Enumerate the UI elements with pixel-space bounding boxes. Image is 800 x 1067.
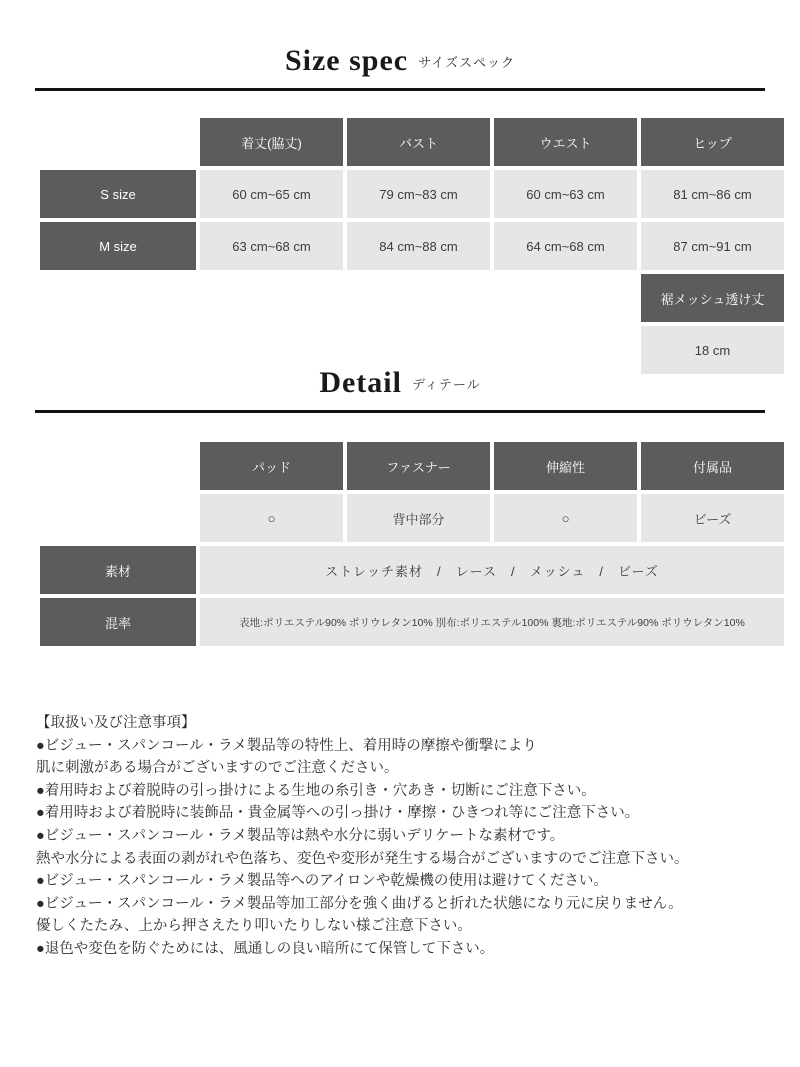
cell-s-waist: 60 cm~63 cm [494, 170, 637, 218]
column-header-accessory: 付属品 [641, 442, 784, 490]
spacer-cell [200, 274, 343, 322]
cell-m-hip: 87 cm~91 cm [641, 222, 784, 270]
cell-material-value: ストレッチ素材 / レース / メッシュ / ビーズ [200, 546, 784, 594]
detail-divider [35, 410, 765, 413]
table-row [40, 274, 784, 322]
cell-accessory-value: ビーズ [641, 494, 784, 542]
note-line: 肌に刺激がある場合がございますのでご注意ください。 [36, 760, 399, 777]
table-row [40, 170, 784, 218]
size-spec-heading [0, 44, 800, 91]
note-line: ●ビジュー・スパンコール・ラメ製品等加工部分を強く曲げると折れた状態になり元に戻りません。 [36, 895, 683, 912]
column-header-pad: パッド [200, 442, 343, 490]
care-notes [36, 712, 776, 961]
detail-title-ja: ディテール [411, 376, 481, 392]
note-line: ●着用時および着脱時に装飾品・貴金属等への引っ掛け・摩擦・ひきつれ等にご注意下さい。 [36, 805, 640, 822]
table-row [40, 442, 784, 490]
cell-m-waist: 64 cm~68 cm [494, 222, 637, 270]
table-row [40, 118, 784, 166]
cell-blend-value: 表地:ポリエステル90% ポリウレタン10% 別布:ポリエステル100% 裏地:ポリエステル90% ポリウレタン10% [200, 598, 784, 646]
cell-mesh-sheer-length: 18 cm [641, 326, 784, 374]
empty-corner-cell [40, 118, 196, 166]
cell-m-length: 63 cm~68 cm [200, 222, 343, 270]
cell-m-bust: 84 cm~88 cm [347, 222, 490, 270]
empty-corner-cell [40, 442, 196, 490]
note-line: ●ビジュー・スパンコール・ラメ製品等へのアイロンや乾燥機の使用は避けてください。 [36, 873, 608, 890]
note-line: 優しくたたみ、上から押さえたり叩いたりしない様ご注意下さい。 [36, 918, 472, 935]
table-row [40, 546, 784, 594]
detail-table [36, 438, 788, 650]
note-line: ●退色や変色を防ぐためには、風通しの良い暗所にて保管して下さい。 [36, 941, 495, 958]
note-line: ●ビジュー・スパンコール・ラメ製品等は熱や水分に弱いデリケートな素材です。 [36, 828, 565, 845]
column-header-length: 着丈(脇丈) [200, 118, 343, 166]
cell-s-length: 60 cm~65 cm [200, 170, 343, 218]
spacer-cell [347, 274, 490, 322]
table-row [40, 598, 784, 646]
note-line: 【取扱い及び注意事項】 [36, 715, 196, 731]
detail-title-en: Detail [319, 366, 402, 399]
cell-stretch-value: ○ [494, 494, 637, 542]
cell-pad-value: ○ [200, 494, 343, 542]
column-header-stretch: 伸縮性 [494, 442, 637, 490]
detail-title-line [319, 366, 480, 400]
detail-heading [0, 366, 800, 413]
column-header-mesh-sheer-length: 裾メッシュ透け丈 [641, 274, 784, 322]
spacer-cell [494, 274, 637, 322]
cell-s-hip: 81 cm~86 cm [641, 170, 784, 218]
size-spec-table [36, 114, 788, 378]
size-spec-title-line [285, 44, 515, 78]
size-spec-divider [35, 88, 765, 91]
size-spec-title-ja: サイズスペック [418, 54, 516, 70]
spacer-cell [40, 274, 196, 322]
note-line: ●ビジュー・スパンコール・ラメ製品等の特性上、着用時の摩擦や衝撃により [36, 737, 537, 754]
cell-s-bust: 79 cm~83 cm [347, 170, 490, 218]
table-row [40, 494, 784, 542]
column-header-bust: バスト [347, 118, 490, 166]
note-line: 熱や水分による表面の剥がれや色落ち、変色や変形が発生する場合がございますのでご注意下さい。 [36, 850, 689, 867]
row-header-s-size: S size [40, 170, 196, 218]
size-spec-title-en: Size spec [284, 44, 409, 77]
column-header-hip: ヒップ [641, 118, 784, 166]
column-header-waist: ウエスト [494, 118, 637, 166]
row-header-m-size: M size [40, 222, 196, 270]
note-line: ●着用時および着脱時の引っ掛けによる生地の糸引き・穴あき・切断にご注意下さい。 [36, 782, 596, 799]
cell-zipper-value: 背中部分 [347, 494, 490, 542]
column-header-zipper: ファスナー [347, 442, 490, 490]
spacer-cell [40, 494, 196, 542]
table-row [40, 222, 784, 270]
row-header-material: 素材 [40, 546, 196, 594]
row-header-blend: 混率 [40, 598, 196, 646]
